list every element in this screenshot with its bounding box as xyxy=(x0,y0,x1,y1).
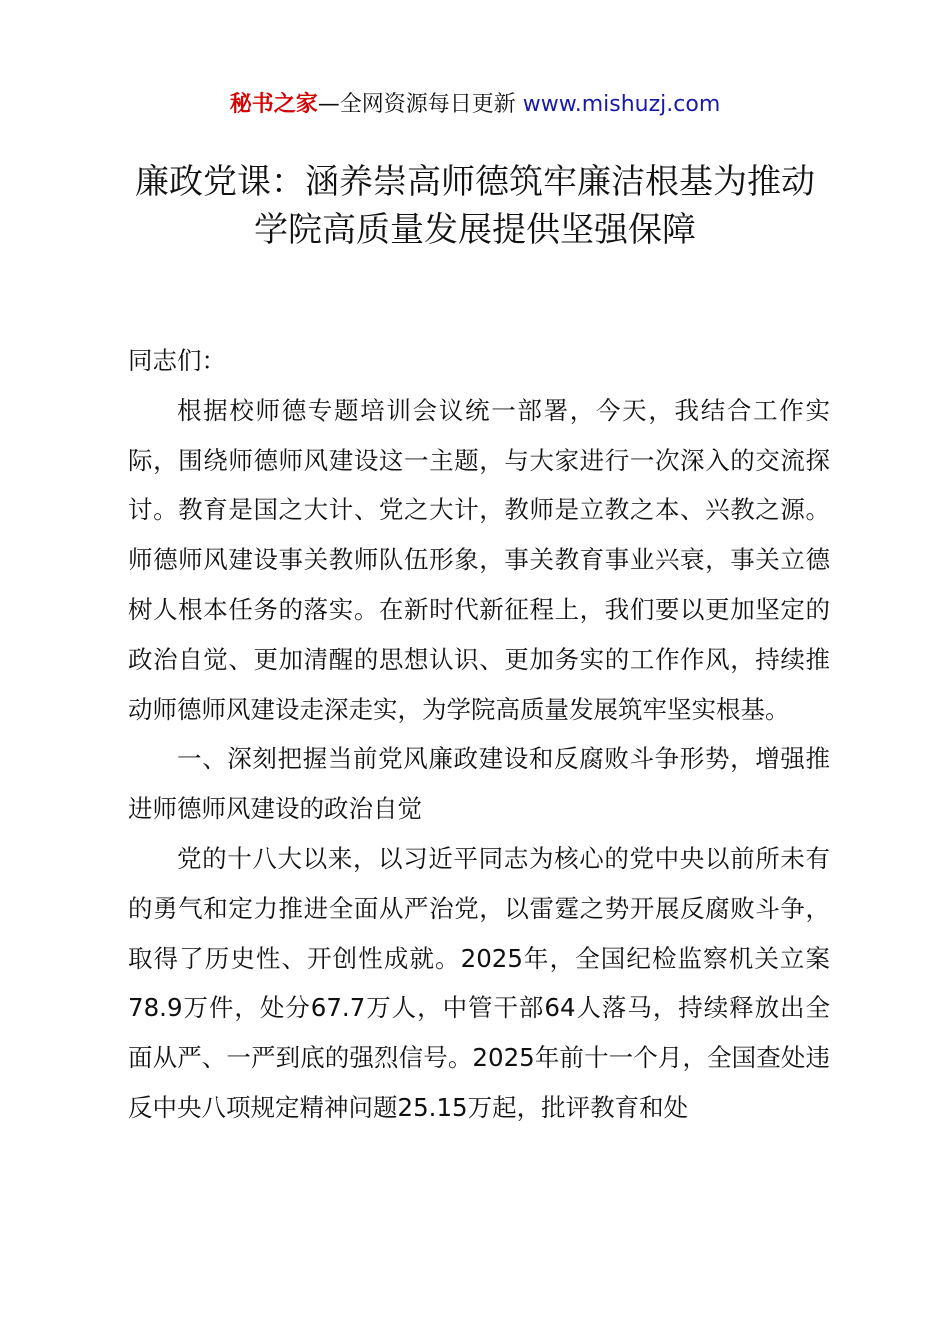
document-title xyxy=(100,158,850,254)
paragraph-intro: 根据校师德专题培训会议统一部署，今天，我结合工作实际，围绕师德师风建设这一主题，与大家进行一次深入的交流探讨。教育是国之大计、党之大计，教师是立教之本、兴教之源。师德师风建设事关教师队伍形象，事关教育事业兴衰，事关立德树人根本任务的落实。在新时代新征程上，我们要以更加坚定的政治自觉、更加清醒的思想认识、更加务实的工作作风，持续推动师德师风建设走深走实，为学院高质量发展筑牢坚实根基。 xyxy=(128,395,830,724)
site-header xyxy=(0,90,950,120)
paragraph-situation: 党的十八大以来，以习近平同志为核心的党中央以前所未有的勇气和定力推进全面从严治党，以雷霆之势开展反腐败斗争，取得了历史性、开创性成就。2025年，全国纪检监察机关立案78.9万件，处分67.7万人，中管干部64人落马，持续释放出全面从严、一严到底的强烈信号。2025年前十一个月，全国查处违反中央八项规定精神问题25.15万起，批评教育和处 xyxy=(128,843,830,1122)
section-heading-1: 一、深刻把握当前党风廉政建设和反腐败斗争形势，增强推进师德师风建设的政治自觉 xyxy=(128,744,830,824)
salutation: 同志们： xyxy=(128,346,226,375)
document-body xyxy=(128,336,830,1133)
title-line-2: 学院高质量发展提供坚强保障 xyxy=(254,210,696,250)
site-url-link[interactable]: www.mishuzj.com xyxy=(522,92,721,117)
brand-name: 秘书之家 xyxy=(229,92,318,117)
title-line-1: 廉政党课：涵养崇高师德筑牢廉洁根基为推动 xyxy=(135,162,815,202)
header-slogan: —全网资源每日更新 xyxy=(317,92,523,117)
